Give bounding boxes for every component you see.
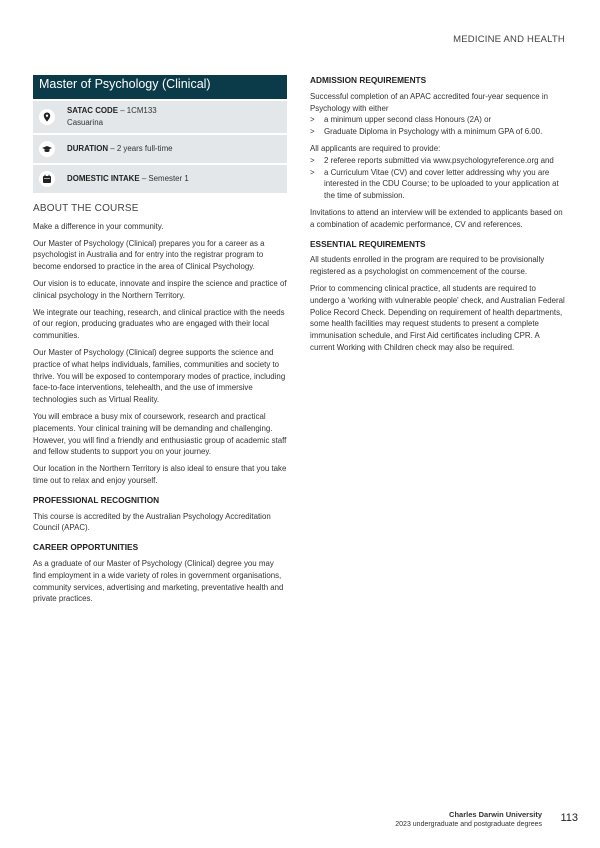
graduation-cap-icon <box>39 141 55 157</box>
page-number: 113 <box>560 812 578 824</box>
about-paragraph: Our Master of Psychology (Clinical) prepares you for a career as a psychologist in Australia and for entry into the registrar program to become endorsed to practice in the area of Clinical Psychology. <box>33 238 265 272</box>
satac-code-row <box>33 101 287 133</box>
admission-options <box>310 114 566 138</box>
footer-university: Charles Darwin University <box>449 810 542 819</box>
provide-list <box>310 155 566 202</box>
footer-publication: 2023 undergraduate and postgraduate degrees <box>395 821 542 828</box>
list-item: > a minimum upper second class Honours (2A) or <box>310 114 566 126</box>
careers-text: As a graduate of our Master of Psychology (Clinical) degree you may find employment in a wide variety of roles in government organisations, community services, advertising and marketing, preventative health and private practices. <box>33 558 284 604</box>
list-item: > a Curriculum Vitae (CV) and cover letter addressing why you are interested in the CDU Course; to be uploaded to your application at the time of submission. <box>310 167 566 202</box>
provide-intro: All applicants are required to provide: <box>310 143 441 153</box>
about-paragraph: Our location in the Northern Territory is also ideal to ensure that you take time out to relax and enjoy yourself. <box>33 464 287 485</box>
calendar-icon <box>39 171 55 187</box>
about-heading: ABOUT THE COURSE <box>33 203 139 214</box>
satac-label: SATAC CODE <box>67 106 118 116</box>
right-column <box>310 75 566 359</box>
duration-row <box>33 135 287 163</box>
about-paragraph: Our vision is to educate, innovate and inspire the science and practice of clinical psychology in the Northern Territory. <box>33 278 287 300</box>
about-paragraph: Make a difference in your community. <box>33 221 164 231</box>
interview-text: Invitations to attend an interview will be extended to applicants based on a combination of academic performance, CV and references. <box>310 207 563 229</box>
duration-label: DURATION <box>67 144 109 154</box>
essential-paragraph: Prior to commencing clinical practice, all students are required to undergo a 'working with vulnerable people' check, and Australian Federal Police Record Check. Depending on requirement of health departments, some health facilities may request students to present a complete immunisation schedule, and First Aid certificates including CPR. A current Working with Children check may also be required. <box>310 283 565 352</box>
recognition-text: This course is accredited by the Australian Psychology Accreditation Council (APAC). <box>33 511 271 533</box>
about-paragraph: We integrate our teaching, research, and clinical practice with the needs of our region, producing graduates who are engaged with their local communities. <box>33 307 285 341</box>
list-item: > 2 referee reports submitted via www.psychologyreference.org and <box>310 155 566 167</box>
left-column <box>33 75 287 610</box>
duration-value: – 2 years full-time <box>108 144 173 154</box>
essential-heading: ESSENTIAL REQUIREMENTS <box>310 238 426 249</box>
recognition-heading: PROFESSIONAL RECOGNITION <box>33 494 160 505</box>
campus: Casuarina <box>67 118 103 127</box>
careers-heading: CAREER OPPORTUNITIES <box>33 542 139 553</box>
intake-value: – Semester 1 <box>139 174 189 184</box>
about-paragraph: You will embrace a busy mix of coursework, research and practical placements. Your clinical training will be demanding and challenging. However, you will find a friendly and enthusiastic group of academic staff and fellow students to support you on your journey. <box>33 411 287 457</box>
list-item: > Graduate Diploma in Psychology with a minimum GPA of 6.00. <box>310 126 566 138</box>
intake-label: DOMESTIC INTAKE <box>67 174 140 184</box>
location-pin-icon <box>39 109 55 125</box>
essential-paragraph: All students enrolled in the program are required to be provisionally registered as a psychologist on commencement of the course. <box>310 255 545 277</box>
course-title: Master of Psychology (Clinical) <box>33 75 287 99</box>
admission-intro: Successful completion of an APAC accredited four-year sequence in Psychology with either <box>310 91 549 113</box>
footer <box>395 810 542 829</box>
admission-heading: ADMISSION REQUIREMENTS <box>310 75 427 85</box>
section-label: MEDICINE AND HEALTH <box>453 34 565 45</box>
intake-row <box>33 165 287 193</box>
about-paragraph: Our Master of Psychology (Clinical) degree supports the science and practice of what helps individuals, families, communities and society to thrive. You will be exposed to contemporary modes of practice, including face-to-face interventions, telehealth, and the use of immersive technologies such as Virtual Reality. <box>33 347 286 405</box>
satac-value: – 1CM133 <box>118 106 157 116</box>
